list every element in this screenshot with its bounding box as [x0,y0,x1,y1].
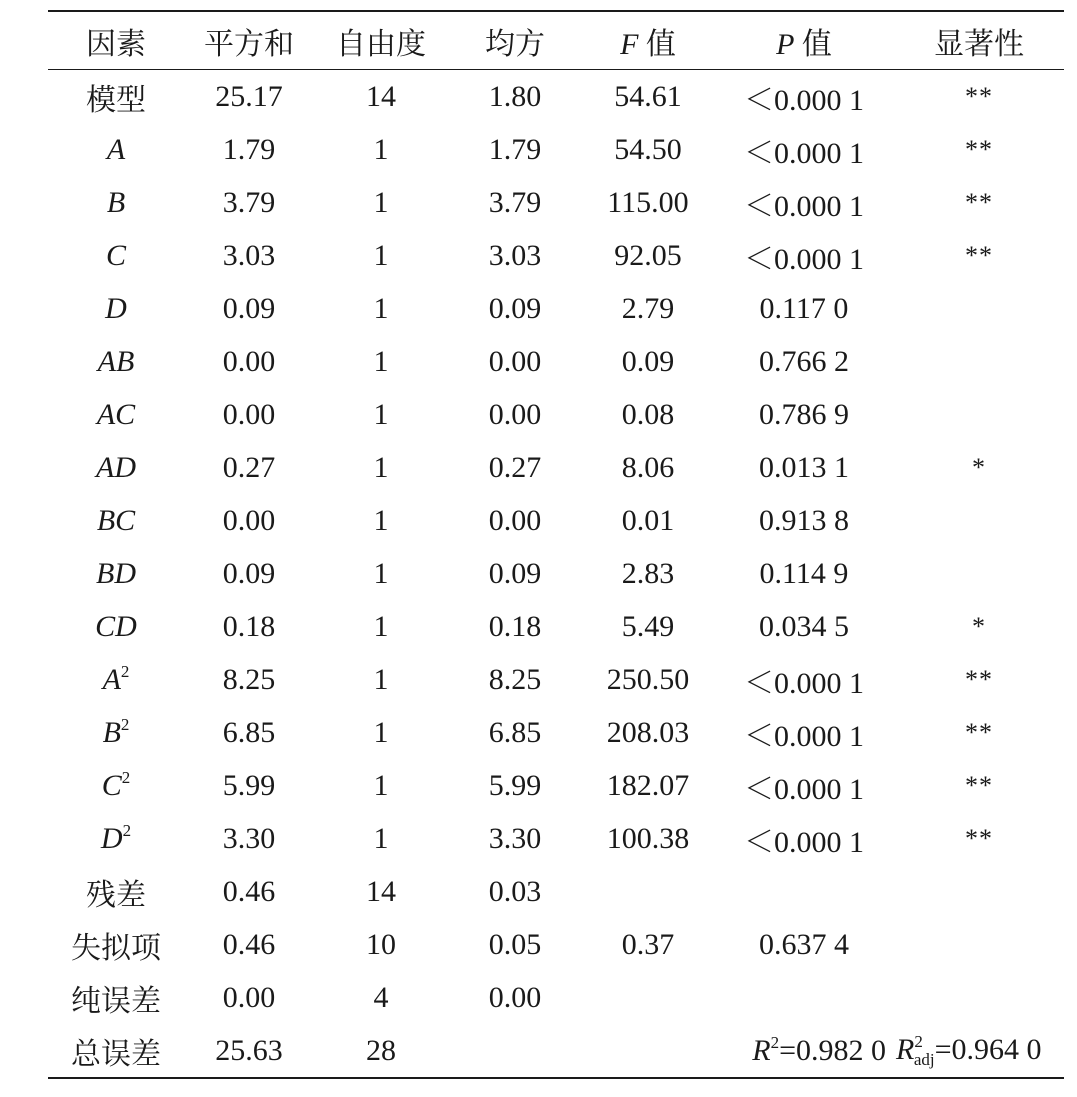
row-significance: ** [965,717,993,747]
row-degrees-of-freedom: 1 [373,715,389,749]
row-degrees-of-freedom: 1 [373,291,389,325]
row-f-value: 250.50 [606,662,690,696]
row-f-value: 208.03 [606,715,690,749]
row-mean-square: 0.09 [488,291,542,325]
factor-label: 纯误差 [71,984,161,1018]
row-mean-square: 1.79 [488,132,542,166]
row-significance: ** [965,187,993,217]
row-factor [48,715,184,750]
row-mean-square: 8.25 [488,662,542,696]
factor-label: C [105,238,126,272]
row-p-value: ＜0.000 1 [744,83,864,117]
row-p-value: 0.637 4 [759,927,849,961]
row-factor [48,133,184,167]
row-degrees-of-freedom: 1 [373,344,389,378]
factor-label: AD [96,450,136,484]
row-sum-of-squares: 6.85 [222,715,276,749]
table-row [48,600,1064,653]
row-sum-of-squares: 0.00 [222,397,276,431]
row-sum-of-squares: 8.25 [222,662,276,696]
factor-label: AB [97,344,135,378]
row-sum-of-squares: 3.30 [222,821,276,855]
table-row [48,706,1064,759]
row-sum-of-squares: 5.99 [222,768,276,802]
row-sum-of-squares: 3.03 [222,238,276,272]
table-row [48,971,1064,1024]
row-f-value: 54.61 [614,79,682,113]
factor-label: D [100,822,123,855]
row-sum-of-squares: 25.17 [215,79,283,113]
factor-exponent: 2 [122,821,132,840]
total-row [48,1024,1064,1077]
header-significance: 显著性 [934,27,1024,61]
row-significance: ** [965,134,993,164]
row-significance: ** [965,240,993,270]
row-factor [48,398,184,432]
row-factor [48,451,184,485]
row-factor [48,292,184,326]
row-p-value: ＜0.000 1 [744,825,864,859]
row-mean-square: 0.27 [488,450,542,484]
row-degrees-of-freedom: 1 [373,556,389,590]
row-degrees-of-freedom: 1 [373,662,389,696]
factor-label: 失拟项 [71,931,161,965]
row-p-value: 0.117 0 [759,291,849,325]
row-significance: ** [965,823,993,853]
table-body [48,70,1064,1024]
row-mean-square: 0.00 [488,344,542,378]
row-sum-of-squares: 0.18 [222,609,276,643]
row-factor [48,870,184,914]
row-degrees-of-freedom: 14 [366,874,396,908]
table-row [48,123,1064,176]
row-f-value: 2.79 [621,291,675,325]
row-f-value: 115.00 [607,185,689,219]
r2-exponent: 2 [770,1033,780,1052]
header-f-letter: F [620,27,639,61]
row-sum-of-squares: 1.79 [222,132,276,166]
total-degrees-of-freedom: 28 [366,1033,396,1067]
factor-exponent: 2 [121,768,131,787]
row-p-value: 0.013 1 [759,450,849,484]
table-row [48,865,1064,918]
row-factor [48,345,184,379]
row-degrees-of-freedom: 1 [373,609,389,643]
factor-label: 残差 [86,878,146,912]
total-factor: 总误差 [71,1037,161,1071]
row-significance: ** [965,770,993,800]
header-p-value [714,19,894,63]
anova-table [48,10,1064,1079]
header-sum-of-squares: 平方和 [204,27,294,61]
row-degrees-of-freedom: 1 [373,132,389,166]
row-degrees-of-freedom: 1 [373,397,389,431]
table-row [48,759,1064,812]
row-sum-of-squares: 3.79 [222,185,276,219]
row-mean-square: 3.03 [488,238,542,272]
factor-label: AC [96,397,136,431]
row-sum-of-squares: 0.09 [222,556,276,590]
row-factor [48,768,184,803]
row-mean-square: 0.05 [488,927,542,961]
header-degrees-of-freedom: 自由度 [336,27,426,61]
table-row [48,918,1064,971]
table-row [48,494,1064,547]
row-sum-of-squares: 0.00 [222,980,276,1014]
row-mean-square: 3.79 [488,185,542,219]
row-degrees-of-freedom: 10 [366,927,396,961]
factor-label: B [106,185,126,219]
row-degrees-of-freedom: 14 [366,79,396,113]
row-mean-square: 0.03 [488,874,542,908]
row-factor [48,504,184,538]
row-factor [48,610,184,644]
table-row [48,388,1064,441]
r2adj-exponent: 2 [914,1031,923,1051]
row-significance: ** [965,81,993,111]
r2-value: =0.982 0 [779,1034,886,1067]
table-row [48,653,1064,706]
row-f-value: 0.37 [621,927,675,961]
header-mean-square: 均方 [485,27,545,61]
table-row [48,812,1064,865]
table-row [48,282,1064,335]
table-row [48,229,1064,282]
table-row [48,176,1064,229]
row-mean-square: 3.30 [488,821,542,855]
table-row [48,441,1064,494]
factor-label: BC [96,503,136,537]
r2adj-subscript: adj [913,1049,935,1069]
row-f-value: 2.83 [621,556,675,590]
row-mean-square: 0.00 [488,503,542,537]
r2-letter: R [752,1034,771,1067]
r-squared [714,1033,894,1068]
row-sum-of-squares: 0.27 [222,450,276,484]
factor-label: CD [95,609,137,643]
row-factor [48,186,184,220]
factor-label: 模型 [86,83,146,117]
row-p-value: ＜0.000 1 [744,772,864,806]
factor-label: BD [96,556,136,590]
table-row [48,335,1064,388]
factor-label: C [101,769,122,802]
row-degrees-of-freedom: 1 [373,821,389,855]
factor-label: A [106,132,126,166]
row-p-value: ＜0.000 1 [744,136,864,170]
row-mean-square: 0.00 [488,980,542,1014]
row-mean-square: 5.99 [488,768,542,802]
row-factor [48,239,184,273]
row-p-value: 0.114 9 [759,556,849,590]
row-p-value: ＜0.000 1 [744,189,864,223]
row-p-value: 0.766 2 [759,344,849,378]
header-p-suffix: 值 [801,27,832,61]
bottom-rule [48,1077,1064,1079]
table-row [48,70,1064,123]
header-factor: 因素 [86,27,146,61]
row-mean-square: 0.09 [488,556,542,590]
row-p-value: ＜0.000 1 [744,242,864,276]
r-squared-adjusted [894,1032,1064,1070]
row-significance: * [972,611,986,641]
row-degrees-of-freedom: 1 [373,768,389,802]
table-row [48,547,1064,600]
row-factor [48,923,184,967]
row-f-value: 0.08 [621,397,675,431]
row-degrees-of-freedom: 1 [373,185,389,219]
row-sum-of-squares: 0.46 [222,874,276,908]
row-f-value: 100.38 [606,821,690,855]
header-p-letter: P [776,27,795,61]
row-p-value: 0.034 5 [759,609,849,643]
r2adj-letter: R [896,1032,915,1066]
row-f-value: 0.01 [621,503,675,537]
row-factor [48,557,184,591]
header-row [48,12,1064,69]
row-sum-of-squares: 0.00 [222,503,276,537]
row-sum-of-squares: 0.46 [222,927,276,961]
header-f-value [582,19,714,63]
factor-label: D [105,291,127,325]
row-degrees-of-freedom: 4 [373,980,389,1014]
row-factor [48,75,184,119]
row-f-value: 92.05 [614,238,682,272]
factor-exponent: 2 [120,715,130,734]
row-sum-of-squares: 0.09 [222,291,276,325]
row-f-value: 0.09 [621,344,675,378]
row-degrees-of-freedom: 1 [373,238,389,272]
row-p-value: ＜0.000 1 [744,719,864,753]
total-sum-of-squares: 25.63 [215,1033,283,1067]
row-significance: * [972,452,986,482]
row-mean-square: 6.85 [488,715,542,749]
row-f-value: 8.06 [621,450,675,484]
row-mean-square: 1.80 [488,79,542,113]
row-factor [48,662,184,697]
row-mean-square: 0.18 [488,609,542,643]
row-mean-square: 0.00 [488,397,542,431]
row-significance: ** [965,664,993,694]
row-degrees-of-freedom: 1 [373,450,389,484]
factor-exponent: 2 [120,662,130,681]
row-f-value: 182.07 [606,768,690,802]
row-factor [48,821,184,856]
row-p-value: 0.786 9 [759,397,849,431]
row-sum-of-squares: 0.00 [222,344,276,378]
factor-label: A [102,663,121,696]
row-f-value: 54.50 [614,132,682,166]
row-degrees-of-freedom: 1 [373,503,389,537]
r2adj-value: =0.964 0 [934,1032,1042,1066]
row-p-value: ＜0.000 1 [744,666,864,700]
factor-label: B [102,716,121,749]
row-factor [48,976,184,1020]
header-f-suffix: 值 [645,27,676,61]
row-p-value: 0.913 8 [759,503,849,537]
row-f-value: 5.49 [621,609,675,643]
